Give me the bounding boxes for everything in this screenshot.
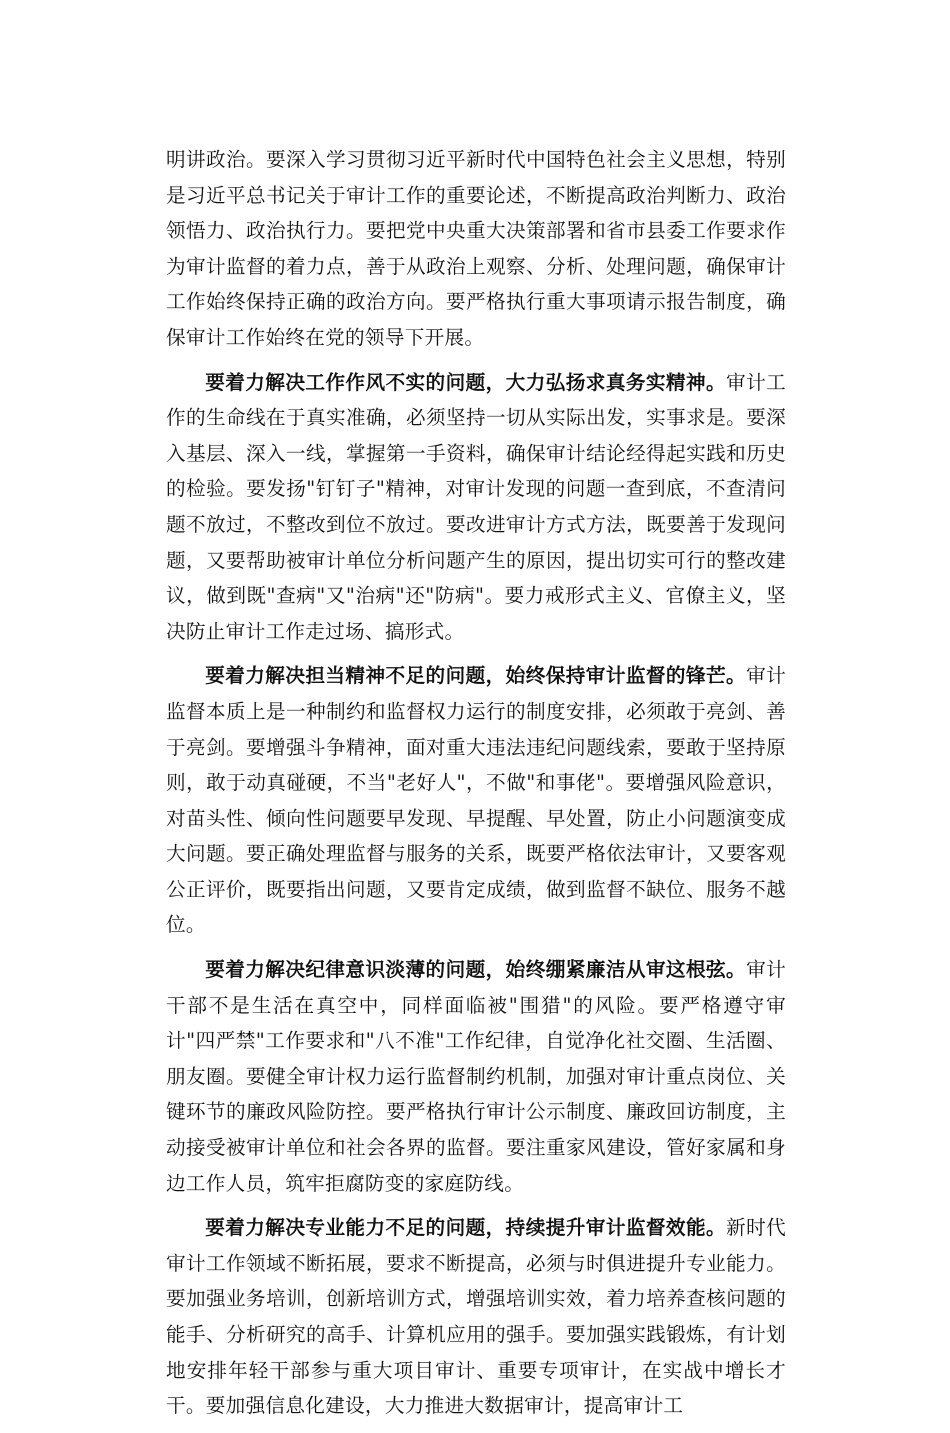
- document-page: [166, 142, 786, 1433]
- paragraph-5-lead: 要着力解决专业能力不足的问题，持续提升审计监督效能。: [205, 1216, 727, 1240]
- paragraph-3-lead: 要着力解决担当精神不足的问题，始终保持审计监督的锋芒。: [205, 664, 747, 688]
- paragraph-4: [166, 952, 786, 1201]
- paragraph-1: [166, 142, 786, 356]
- paragraph-3-body: 审计监督本质上是一种制约和监督权力运行的制度安排，必须敢于亮剑、善于亮剑。要增强斗争精神，面对重大违法违纪问题线索，要敢于坚持原则，敢于动真碰硬，不当"老好人"，不做"和事佬"。要增强风险意识，对苗头性、倾向性问题要早发现、早提醒、早处置，防止小问题演变成大问题。要正确处理监督与服务的关系，既要严格依法审计，又要客观公正评价，既要指出问题，又要肯定成绩，做到监督不缺位、服务不越位。: [166, 664, 786, 937]
- paragraph-4-lead: 要着力解决纪律意识淡薄的问题，始终绷紧廉洁从审这根弦。: [205, 958, 747, 982]
- paragraph-2: [166, 365, 786, 650]
- paragraph-2-body: 审计工作的生命线在于真实准确，必须坚持一切从实际出发，实事求是。要深入基层、深入一线，掌握第一手资料，确保审计结论经得起实践和历史的检验。要发扬"钉钉子"精神，对审计发现的问题一查到底，不查清问题不放过，不整改到位不放过。要改进审计方式方法，既要善于发现问题，又要帮助被审计单位分析问题产生的原因，提出切实可行的整改建议，做到既"查病"又"治病"还"防病"。要力戒形式主义、官僚主义，坚决防止审计工作走过场、搞形式。: [166, 370, 786, 643]
- paragraph-3: [166, 658, 786, 943]
- paragraph-1-body: 明讲政治。要深入学习贯彻习近平新时代中国特色社会主义思想，特别是习近平总书记关于审计工作的重要论述，不断提高政治判断力、政治领悟力、政治执行力。要把党中央重大决策部署和省市县委工作要求作为审计监督的着力点，善于从政治上观察、分析、处理问题，确保审计工作始终保持正确的政治方向。要严格执行重大事项请示报告制度，确保审计工作始终在党的领导下开展。: [166, 148, 786, 349]
- paragraph-5: [166, 1210, 786, 1424]
- paragraph-5-body: 新时代审计工作领域不断拓展，要求不断提高，必须与时俱进提升专业能力。要加强业务培训，创新培训方式，增强培训实效，着力培养查核问题的能手、分析研究的高手、计算机应用的强手。要加强实践锻炼，有计划地安排年轻干部参与重大项目审计、重要专项审计，在实战中增长才干。要加强信息化建设，大力推进大数据审计，提高审计工: [166, 1216, 786, 1418]
- paragraph-2-lead: 要着力解决工作作风不实的问题，大力弘扬求真务实精神。: [205, 370, 727, 394]
- paragraph-4-body: 审计干部不是生活在真空中，同样面临被"围猎"的风险。要严格遵守审计"四严禁"工作要求和"八不准"工作纪律，自觉净化社交圈、生活圈、朋友圈。要健全审计权力运行监督制约机制，加强对审计重点岗位、关键环节的廉政风险防控。要严格执行审计公示制度、廉政回访制度，主动接受被审计单位和社会各界的监督。要注重家风建设，管好家属和身边工作人员，筑牢拒腐防变的家庭防线。: [166, 958, 786, 1195]
